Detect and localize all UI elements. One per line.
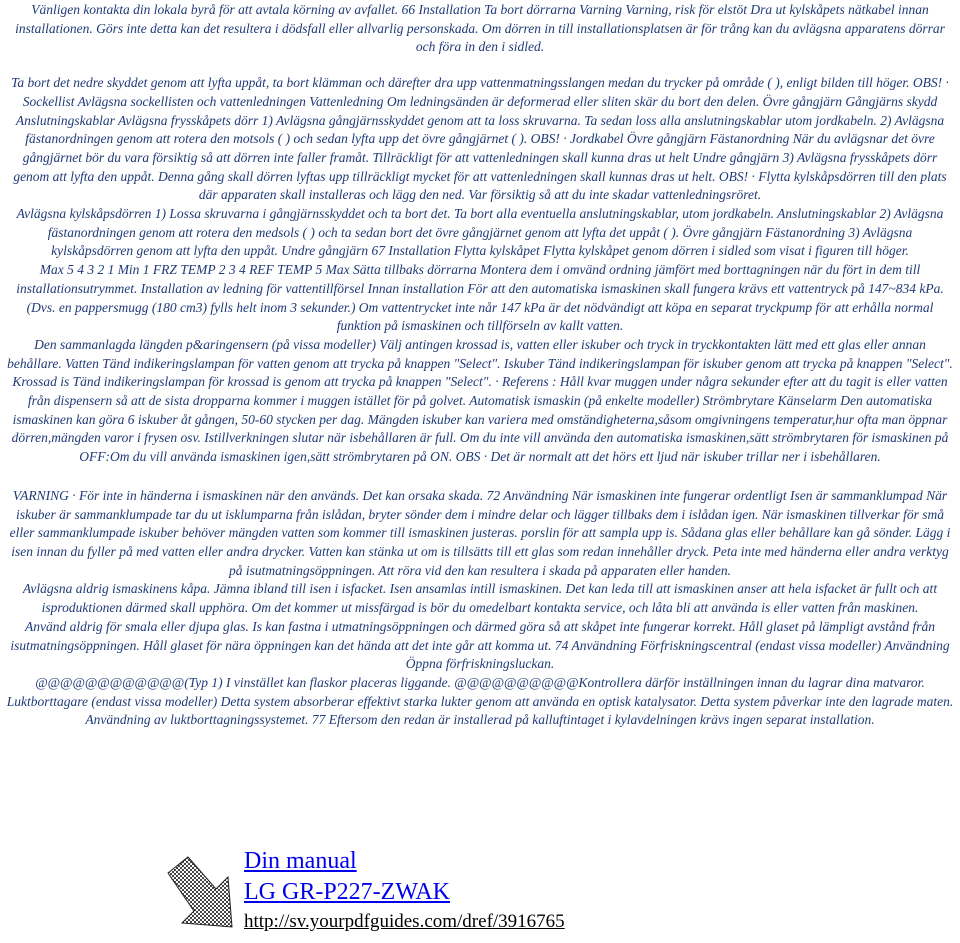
- paragraph-door-removal-intro: Vänligen kontakta din lokala byrå för att avtala körning av avfallet. 66 Installation Ta bort dörrarna Varning Varning, risk för elstöt Dra ut kylskåpets nätkabel innan installationen. Görs inte detta kan det resultera i dödsfall eller allvarlig personskada. Om dörren in till installationsplatsen är för trång kan du avlägsna apparatens dörrar och föra in den i sidled.: [15, 2, 945, 55]
- paragraph-glass-usage: Använd aldrig för smala eller djupa glas. Is kan fastna i utmatningsöppningen och därmed göra så att skåpet inte fungerar korrekt. Håll glaset på lämpligt avstånd från isutmatningsöppningen. Håll glaset för nära öppningen kan det hända att det inte går att komma ut. 74 Användning Förfriskningscentral (endast vissa modeller) Användning Öppna förfriskningsluckan.: [10, 618, 950, 672]
- paragraph-water-supply: Max 5 4 3 2 1 Min 1 FRZ TEMP 2 3 4 REF TEMP 5 Max Sätta tillbaks dörrarna Montera dem i omvänd ordning jämfört med borttagningen när du fört in dem till installationsutrymmet. Installation av ledning för vattentillförsel Innan installation För att den automatiska ismaskinen skall fungera krävs ett vattentryck på 147~834 kPa. (Dvs. en pappersmugg (180 cm3) fylls helt inom 3 sekunder.) Om vattentrycket inte når 147 kPa är det nödvändigt att köpa en separat tryckpump för att erhålla normal funktion på ismaskinen och tillförseln av kallt vatten.: [16, 262, 944, 334]
- url-link[interactable]: http://sv.yourpdfguides.com/dref/3916765: [244, 911, 565, 932]
- paragraph-ice-maker-cover: Avlägsna aldrig ismaskinens kåpa. Jämna ibland till isen i isfacket. Isen ansamlas intill ismaskinen. Det kan leda till att ismaskinen anser att hela isfacket är fullt och att isproduktionen därmed skall upphöra. Om det kommer ut missfärgad is bör du omedelbart kontakta service, och låta bli att använda is eller vatten från maskinen.: [22, 581, 938, 616]
- paragraph-dispenser: Den sammanlagda längden p&aringensern (på vissa modeller) Välj antingen krossad is, vatten eller iskuber och tryck in tryckkontakten lätt med ett glas eller annan behållare. Vatten Tänd indikeringslampan för vatten genom att trycka på knappen "Select". Iskuber Tänd indikeringslampan för iskuber genom att trycka på knappen "Select". Krossad is Tänd indikeringslampan för krossad is genom att trycka på knappen "Select". · Referens : Håll kvar muggen under några sekunder efter att du tagit is eller vatten från dispensern så att de sista dropparna kommer i muggen istället för på golvet. Automatisk ismaskin (på enkelte modeller) Strömbrytare Känselarm Den automatiska ismaskinen kan göra 6 iskuber åt gången, 50-60 stycken per dag. Mängden iskuber kan variera med omständigheterna,såsom omgivningens temperatur,hur ofta man öppnar dörren,mängden varor i frysen osv. Istillverkningen slutar när isbehållaren är full. Om du inte vill använda den automatiska ismaskinen,sätt strömbrytaren för ismaskinen på OFF:Om du vill använda ismaskinen igen,sätt strömbrytaren på ON. OBS · Det är normalt att det hörs ett ljud när iskuber trillar ner i isbehållaren.: [7, 336, 953, 465]
- manual-link[interactable]: Din manual: [244, 848, 357, 874]
- paragraph-remove-doors-steps: Ta bort det nedre skyddet genom att lyfta uppåt, ta bort klämman och därefter dra upp vattenmatningsslangen medan du trycker på område ( ), enligt bilden till höger. OBS! · Sockellist Avlägsna sockellisten och vattenledningen Vattenledning Om ledningsänden är deformerad eller sliten skär du bort den delen. Övre gångjärn Gångjärns skydd Anslutningskablar Avlägsna frysskåpets dörr 1) Avlägsna gångjärnsskyddet genom att ta loss skruvarna. Ta sedan loss alla anslutningskablar utom jordkabeln. 2) Avlägsna fästanordningen genom att rotera den motsols ( ) och sedan lyfta upp det övre gångjärnet ( ). OBS! · Jordkabel Övre gångjärn Fästanordning När du avlägsnar det övre gångjärnet bör du vara försiktig så att dörren inte faller framåt. Tillräckligt för att vattenledningen skall kunna dras ut helt Undre gångjärn 3) Avlägsna frysskåpets dörr genom att lyfta den uppåt. Denna gång skall dörren lyftas upp tillräckligt mycket för att vattenledningen skall kunnas dras ut helt. OBS! · Flytta kylskåpsdörren till den plats där apparaten skall installeras och lägg den ned. Var försiktig så att du inte skadar vattenledningsröret.: [11, 75, 949, 203]
- down-right-arrow-icon: [158, 853, 238, 933]
- paragraph-fridge-door: Avlägsna kylskåpsdörren 1) Lossa skruvarna i gångjärnsskyddet och ta bort det. Ta bort alla eventuella anslutningskablar, utom jordkabeln. Anslutningskablar 2) Avlägsna fästanordningen genom att rotera den medsols ( ) och ta sedan bort det övre gångjärnet genom att lyfta det uppåt ( ). Övre gångjärn Fästanordning 3) Avlägsna kylskåpsdörren genom att lyfta den uppåt. Undre gångjärn 67 Installation Flytta kylskåpet Flytta kylskåpet genom dörren i sidled som visat i figuren till höger.: [16, 206, 944, 259]
- paragraph-gap: [0, 467, 960, 487]
- model-link[interactable]: LG GR-P227-ZWAK: [244, 879, 450, 905]
- paragraph-ice-maker-warning: VARNING · För inte in händerna i ismaskinen när den används. Det kan orsaka skada. 72 Användning När ismaskinen inte fungerar ordentligt Isen är sammanklumpad När iskuber är sammanklumpade tar du ut isklumparna från islådan, bryter sönder dem i mindre delar och lägger tillbaks dem i islådan igen. När ismaskinen tillverkar för små eller sammanklumpade iskuber behöver mängden vatten som kommer till ismaskinen justeras. porslin för att sampla upp is. Sådana glas eller behållare kan gå sönder. Lägg i isen innan du fyller på med vatten eller andra drycker. Vatten kan stänka ut om is tillsätts till ett glas som redan innehåller dryck. Peta inte med händerna eller andra verktyg på isutmatningsöppningen. Att röra vid den kan resultera i skada på apparaten eller handen.: [9, 487, 951, 578]
- manual-footer: [158, 845, 718, 940]
- footer-links: [244, 845, 565, 936]
- paragraph-wine-rack-deodorizer: @@@@@@@@@@@@(Typ 1) I vinstället kan flaskor placeras liggande. @@@@@@@@@@Kontrollera därför inställningen innan du lagrar dina matvaror. Luktborttagare (endast vissa modeller) Detta system absorberar effektivt starka lukter genom att använda en optisk katalysator. Detta system påverkar inte den lagrade maten. Användning av luktborttagningssystemet. 77 Eftersom den redan är installerad på kalluftintaget i kylavdelningen krävs ingen separat installation.: [6, 674, 954, 728]
